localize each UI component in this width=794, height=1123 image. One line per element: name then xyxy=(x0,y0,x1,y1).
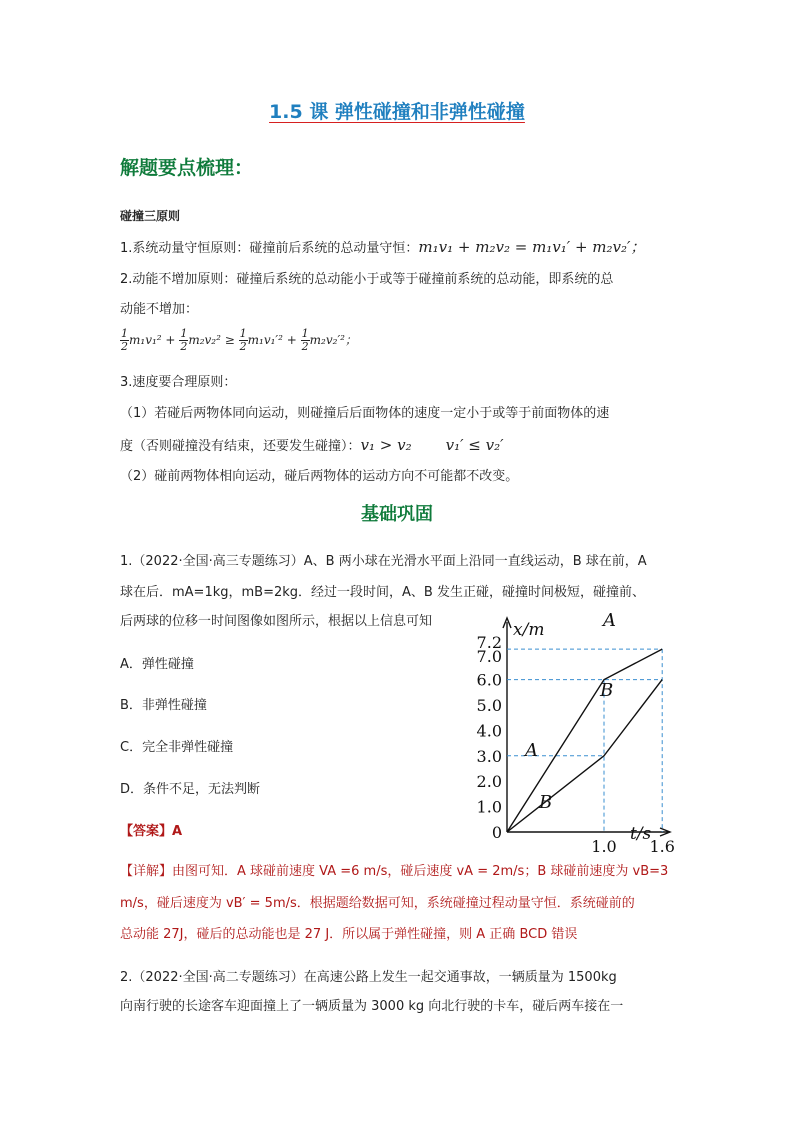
q2-line2: 向南行驶的长途客车迎面撞上了一辆质量为 3000 kg 向北行驶的卡车，碰后两车接在一 xyxy=(120,999,624,1014)
principle-3-1-line2: 度（否则碰撞没有结束，还要发生碰撞）：v₁ > v₂ v₁′ ≤ v₂′ xyxy=(120,436,504,454)
y-tick-label: 4.0 xyxy=(476,721,502,741)
q1-line1: 1.（2022·全国·高三专题练习）A、B 两小球在光滑水平面上沿同一直线运动，B 球在前，A xyxy=(120,554,647,569)
y-tick-label: 3.0 xyxy=(476,746,502,766)
y-tick-label: 0 xyxy=(491,823,502,842)
principle-3-2: （2）碰前两物体相向运动，碰后两物体的运动方向不可能都不改变。 xyxy=(120,469,519,484)
x-tick-label: 1.6 xyxy=(649,837,675,856)
answer xyxy=(120,820,182,839)
series-label-a: A xyxy=(525,740,538,761)
q1-line3: 后两球的位移一时间图像如图所示，根据以上信息可知 xyxy=(120,614,433,629)
option-d[interactable]: D．条件不足，无法判断 xyxy=(120,782,261,797)
velocity-formula-a: v₁ > v₂ xyxy=(360,436,412,454)
y-tick-label: 7.0 xyxy=(476,647,502,667)
q1-line2: 球在后．mA=1kg，mB=2kg．经过一段时间，A、B 发生正碰，碰撞时间极短，碰撞前、 xyxy=(120,585,645,600)
y-axis-label: x/m xyxy=(513,620,545,640)
q2-line1: 2.（2022·全国·高二专题练习）在高速公路上发生一起交通事故，一辆质量为 1500kg xyxy=(120,970,617,985)
principles-title: 碰撞三原则 xyxy=(120,209,181,223)
series-label-a: A xyxy=(603,610,616,631)
frac-2: $\frac{1}{2}$ xyxy=(180,327,188,353)
x-axis-label: t/s xyxy=(630,824,652,844)
section-heading-points: 解题要点梳理： xyxy=(120,157,254,179)
principle-1 xyxy=(120,237,645,259)
y-tick-label: 6.0 xyxy=(476,670,502,690)
answer-value: A xyxy=(172,824,183,839)
principle-3-title: 3.速度要合理原则： xyxy=(120,375,237,390)
frac-1: $\frac{1}{2}$ xyxy=(121,327,128,353)
xt-chart xyxy=(460,610,680,860)
principle-3-1-line1: （1）若碰后两物体同向运动，则碰撞后后面物体的速度一定小于或等于前面物体的速 xyxy=(120,406,610,421)
page-title: 1.5 课 弹性碰撞和非弹性碰撞 xyxy=(269,101,525,123)
section-heading-basic: 基础巩固 xyxy=(361,504,433,525)
y-tick-label: 1.0 xyxy=(476,797,502,817)
energy-formula: $\frac{1}{2}$ m₁v₁² + $\frac{1}{2}$ m₂v₂² ≥ $\frac{1}{2}$ m₁v₁′² + $\frac{1}{2}$ m₂v₂′²； xyxy=(121,327,357,353)
x-tick-label: 1.0 xyxy=(591,837,617,856)
answer-label: 【答案】 xyxy=(120,824,173,839)
frac-4: $\frac{1}{2}$ xyxy=(301,327,309,353)
detail-line3: 总动能 27J，碰后的总动能也是 27 J．所以属于弹性碰撞，则 A 正确 BCD 错误 xyxy=(120,927,578,942)
principle-2-line2: 动能不增加： xyxy=(120,302,199,317)
y-tick-label: 5.0 xyxy=(476,696,502,715)
principle-1-text: 1.系统动量守恒原则：碰撞前后系统的总动量守恒： xyxy=(120,241,419,256)
y-tick-label: 7.2 xyxy=(476,633,502,653)
momentum-formula: m₁v₁ + m₂v₂ = m₁v₁′ + m₂v₂′； xyxy=(418,238,646,256)
detail-line1: 【详解】由图可知．A 球碰前速度 VA =6 m/s，碰后速度 vA = 2m/s；B 球碰前速度为 vB=3 xyxy=(120,864,669,879)
option-b[interactable]: B．非弹性碰撞 xyxy=(120,698,207,713)
detail-line2: m/s，碰后速度为 vB′ = 5m/s．根据题给数据可知，系统碰撞过程动量守恒．系统碰前的 xyxy=(120,896,635,911)
option-a[interactable]: A．弹性碰撞 xyxy=(120,657,194,672)
option-c[interactable]: C．完全非弹性碰撞 xyxy=(120,740,234,755)
velocity-formula-b: v₁′ ≤ v₂′ xyxy=(445,436,504,454)
frac-3: $\frac{1}{2}$ xyxy=(239,327,247,353)
series-label-b: B xyxy=(539,792,553,813)
principle-2-line1: 2.动能不增加原则：碰撞后系统的总动能小于或等于碰撞前系统的总动能，即系统的总 xyxy=(120,272,614,287)
series-label-b: B xyxy=(600,680,614,701)
y-tick-label: 2.0 xyxy=(476,772,502,792)
